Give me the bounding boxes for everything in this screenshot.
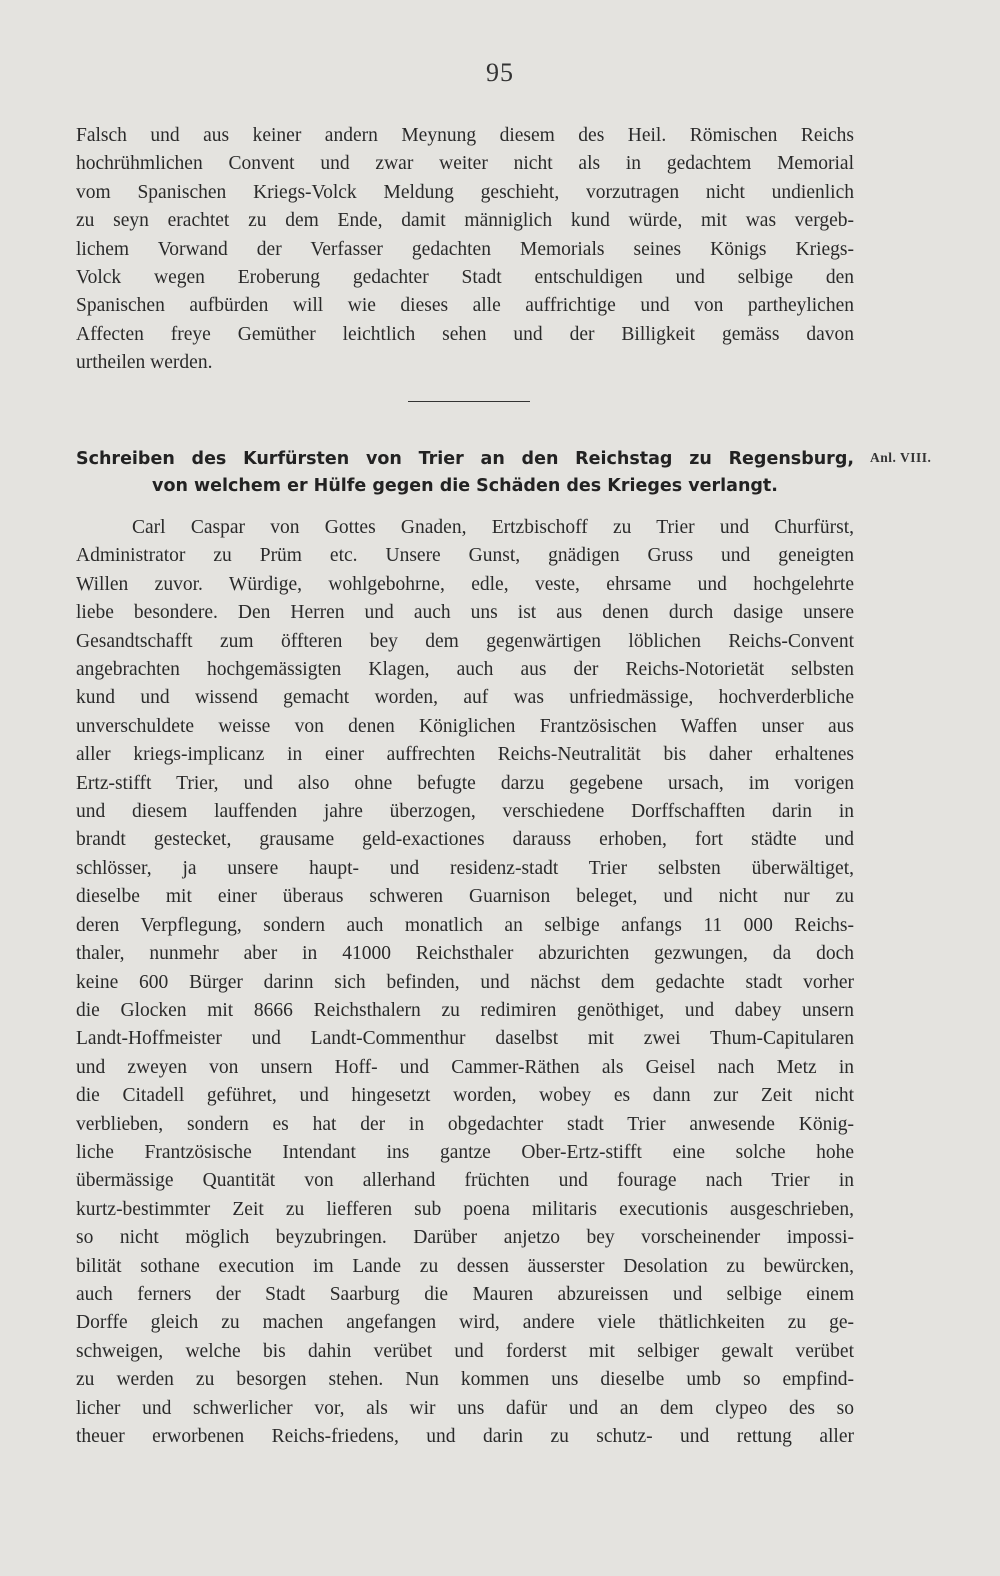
text-line: zu seyn erachtet zu dem Ende, damit männiglich kund würde, mit was vergeb- bbox=[76, 210, 854, 232]
text-line: Administrator zu Prüm etc. Unsere Gunst, gnädigen Gruss und geneigten bbox=[76, 545, 854, 567]
text-line: hochrühmlichen Convent und zwar weiter nicht als in gedachtem Memorial bbox=[76, 153, 854, 175]
text-line: lichem Vorwand der Verfasser gedachten Memorials seines Königs Kriegs- bbox=[76, 238, 854, 260]
text-line: und zweyen von unsern Hoff- und Cammer-Räthen als Geisel nach Metz in bbox=[76, 1056, 854, 1078]
text-line: Willen zuvor. Würdige, wohlgebohrne, edle, veste, ehrsame und hochgelehrte bbox=[76, 573, 854, 595]
text-line: die Citadell geführet, und hingesetzt worden, wobey es dann zur Zeit nicht bbox=[76, 1085, 854, 1107]
text-line: licher und schwerlicher vor, als wir uns dafür und an dem clypeo des so bbox=[76, 1397, 854, 1419]
heading-line-2: von welchem er Hülfe gegen die Schäden des Krieges verlangt. bbox=[152, 476, 778, 496]
section-heading bbox=[76, 446, 854, 500]
text-line: die Glocken mit 8666 Reichsthalern zu redimiren genöthiget, und dabey unsern bbox=[76, 999, 854, 1021]
text-line: Gesandtschafft zum öffteren bey dem gegenwärtigen löblichen Reichs-Convent bbox=[76, 630, 854, 652]
text-line: Dorffe gleich zu machen angefangen wird, andere viele thätlichkeiten zu ge- bbox=[76, 1312, 854, 1334]
text-line: Landt-Hoffmeister und Landt-Commenthur daselbst mit zwei Thum-Capitularen bbox=[76, 1028, 854, 1050]
text-line: angebrachten hochgemässigten Klagen, auch aus der Reichs-Notorietät selbsten bbox=[76, 659, 854, 681]
text-line: kurtz-bestimmter Zeit zu liefferen sub poena militaris executionis ausgeschrieben, bbox=[76, 1198, 854, 1220]
text-line: deren Verpflegung, sondern auch monatlich an selbige anfangs 11 000 Reichs- bbox=[76, 914, 854, 936]
text-line: urtheilen werden. bbox=[76, 352, 213, 374]
text-line: bilität sothane execution im Lande zu dessen äusserster Desolation zu bewürcken, bbox=[76, 1255, 854, 1277]
text-line: theuer erworbenen Reichs-friedens, und darin zu schutz- und rettung aller bbox=[76, 1426, 854, 1447]
text-line: Affecten freye Gemüther leichtlich sehen und der Billigkeit gemäss davon bbox=[76, 323, 854, 345]
text-line: schweigen, welche bis dahin verübet und forderst mit selbiger gewalt verübet bbox=[76, 1340, 854, 1362]
text-line: schlösser, ja unsere haupt- und residenz-stadt Trier selbsten überwältiget, bbox=[76, 857, 854, 879]
text-line: übermässige Quantität von allerhand früchten und fourage nach Trier in bbox=[76, 1170, 854, 1192]
paragraph-1 bbox=[76, 122, 854, 378]
text-line: und diesem lauffenden jahre überzogen, verschiedene Dorffschafften darin in bbox=[76, 801, 854, 823]
text-line: unverschuldete weisse von denen Königlichen Frantzösischen Waffen unser aus bbox=[76, 715, 854, 737]
text-line: dieselbe mit einer überaus schweren Guarnison beleget, und nicht nur zu bbox=[76, 886, 854, 908]
section-divider bbox=[408, 401, 530, 402]
text-line: liebe besondere. Den Herren und auch uns ist aus denen durch dasige unsere bbox=[76, 602, 854, 624]
text-line: kund und wissend gemacht worden, auf was unfriedmässige, hochverderbliche bbox=[76, 687, 854, 709]
text-line: keine 600 Bürger darinn sich befinden, und nächst dem gedachte stadt vorher bbox=[76, 971, 854, 993]
margin-note: Anl. VIII. bbox=[870, 450, 932, 465]
text-line: Ertz-stifft Trier, und also ohne befugte darzu gegebene ursach, im vorigen bbox=[76, 772, 854, 794]
text-line: brandt gestecket, grausame geld-exactiones darauss erhoben, fort städte und bbox=[76, 829, 854, 851]
text-line: liche Frantzösische Intendant ins gantze Ober-Ertz-stifft eine solche hohe bbox=[76, 1141, 854, 1163]
page-number: 95 bbox=[486, 58, 514, 87]
text-line: so nicht möglich beyzubringen. Darüber anjetzo bey vorscheinender impossi- bbox=[76, 1227, 854, 1249]
text-line: verblieben, sondern es hat der in obgedachter stadt Trier anwesende König- bbox=[76, 1113, 854, 1135]
text-line: aller kriegs-implicanz in einer auffrechten Reichs-Neutralität bis daher erhaltenes bbox=[76, 744, 854, 766]
text-line: auch ferners der Stadt Saarburg die Mauren abzureissen und selbige einem bbox=[76, 1283, 854, 1305]
text-line: Spanischen aufbürden will wie dieses alle auffrichtige und von partheylichen bbox=[76, 295, 854, 317]
paragraph-2 bbox=[76, 514, 854, 1451]
text-line: Volck wegen Eroberung gedachter Stadt entschuldigen und selbige den bbox=[76, 267, 854, 289]
text-line: thaler, nunmehr aber in 41000 Reichsthaler abzurichten gezwungen, da doch bbox=[76, 943, 854, 965]
text-line: Carl Caspar von Gottes Gnaden, Ertzbischoff zu Trier und Churfürst, bbox=[132, 517, 854, 538]
text-line: vom Spanischen Kriegs-Volck Meldung geschieht, vorzutragen nicht undienlich bbox=[76, 181, 854, 203]
text-line: zu werden zu besorgen stehen. Nun kommen uns dieselbe umb so empfind- bbox=[76, 1369, 854, 1391]
heading-line-1: Schreiben des Kurfürsten von Trier an den Reichstag zu Regensburg, bbox=[76, 449, 854, 469]
text-line: Falsch und aus keiner andern Meynung diesem des Heil. Römischen Reichs bbox=[76, 125, 854, 146]
